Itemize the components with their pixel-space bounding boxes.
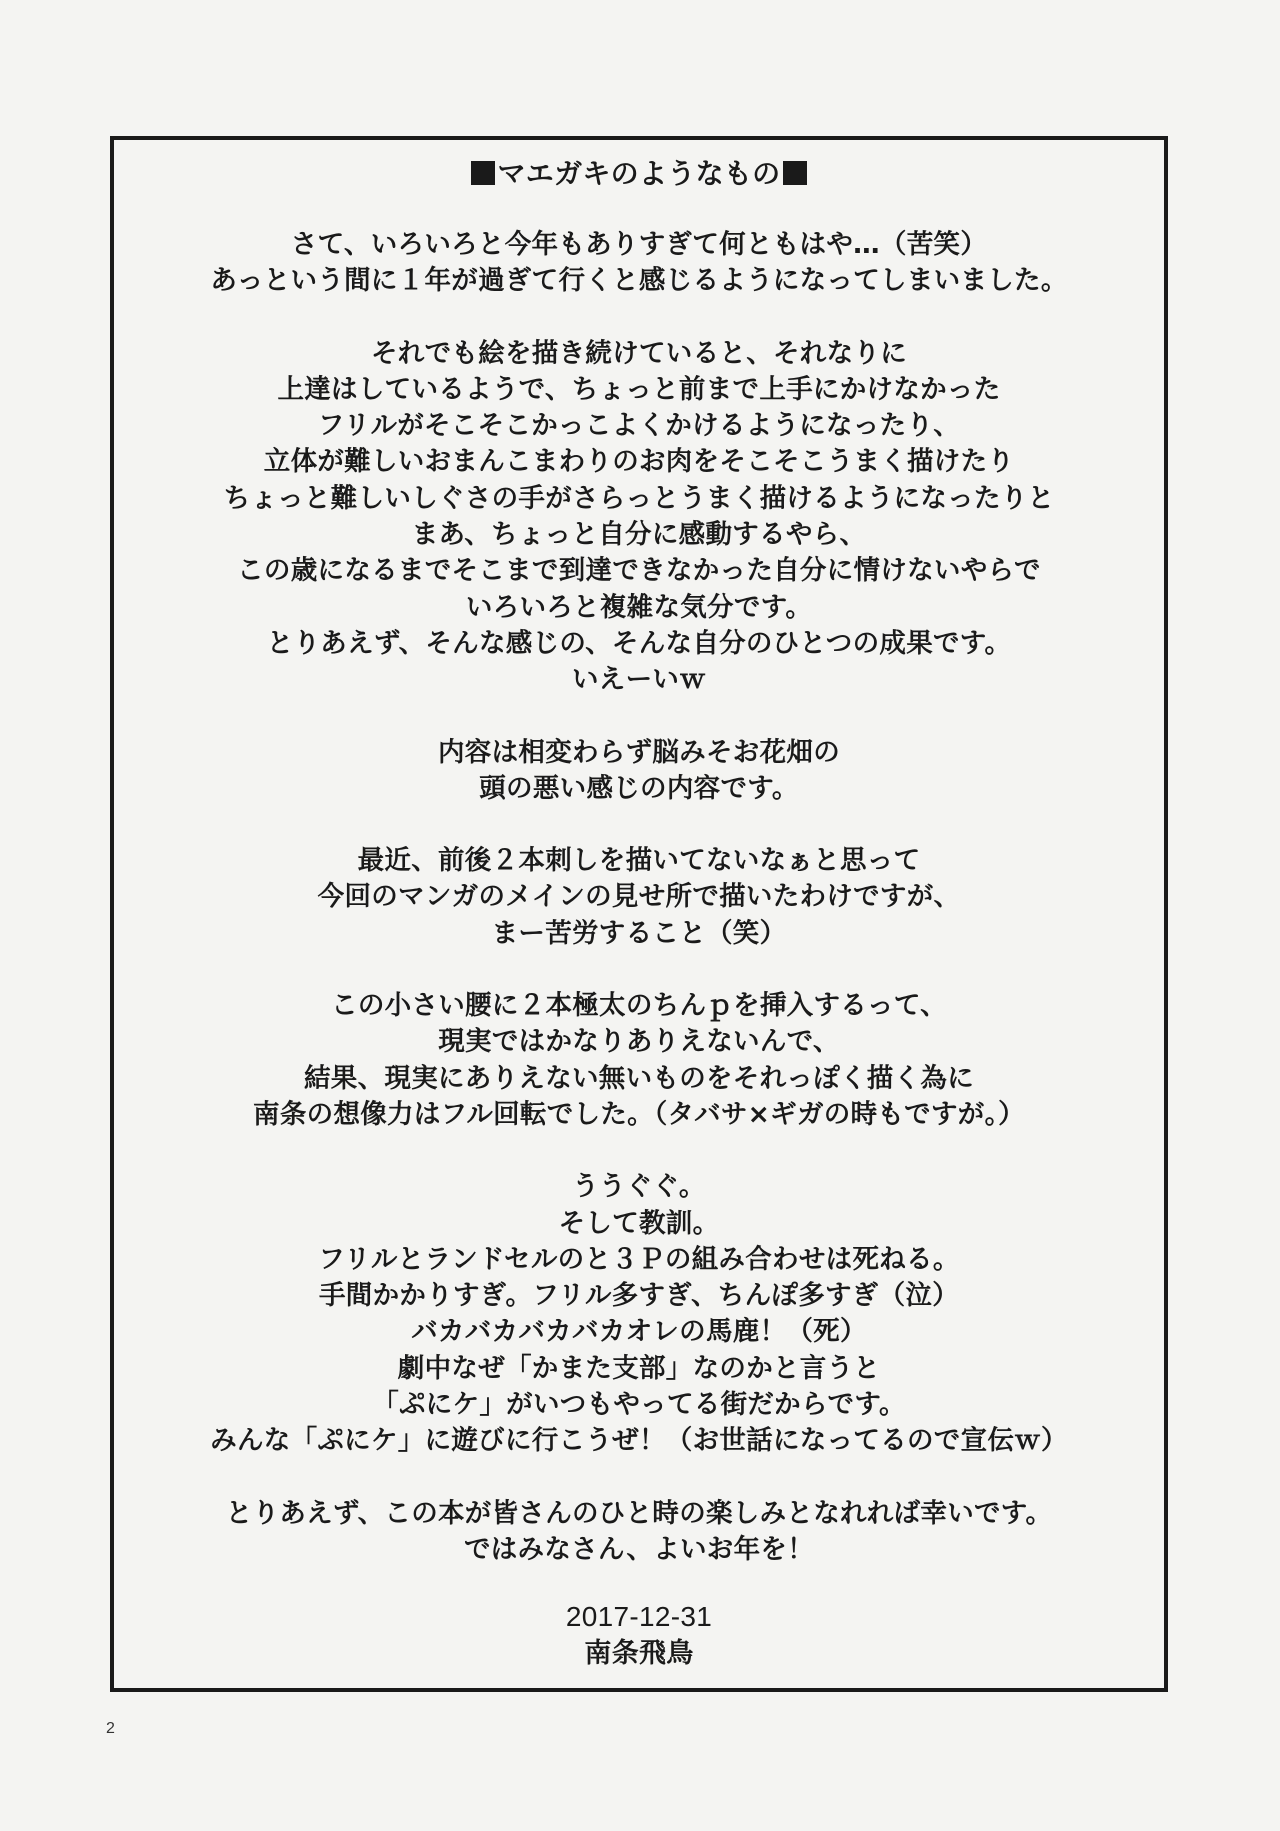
text-line: そして教訓。 — [558, 1207, 720, 1239]
text-line: 頭の悪い感じの内容です。 — [479, 772, 799, 804]
text-line: 劇中なぜ「かまた支部」なのかと言うと — [397, 1352, 881, 1384]
text-line: それでも絵を描き続けていると、それなりに — [371, 337, 907, 369]
text-line: 「ぷにケ」がいつもやってる街だからです。 — [372, 1389, 906, 1421]
page-number: 2 — [106, 1720, 115, 1737]
text-line: 立体が難しいおまんこまわりのお肉をそこそこうまく描けたり — [263, 446, 1015, 478]
text-line: 現実ではかなりありえないんで、 — [438, 1026, 840, 1058]
text-line: まあ、ちょっと自分に感動するやら、 — [411, 519, 867, 551]
text-line: フリルとランドセルのと３Ｐの組み合わせは死ねる。 — [318, 1243, 960, 1275]
signature-author: 南条飛鳥 — [584, 1638, 694, 1670]
paragraph — [114, 735, 1164, 808]
text-line: この小さい腰に２本極太のちんｐを挿入するって、 — [331, 990, 947, 1022]
text-line: 最近、前後２本刺しを描いてないなぁと思って — [357, 845, 921, 877]
text-line: とりあえず、そんな感じの、そんな自分のひとつの成果です。 — [266, 627, 1012, 659]
signature-date: 2017-12-31 — [565, 1601, 713, 1633]
text-line: ちょっと難しいしぐさの手がさらっとうまく描けるようになったりと — [223, 482, 1055, 514]
text-line: 内容は相変わらず脳みそお花畑の — [438, 736, 840, 768]
text-line: バカバカバカバカオレの馬鹿！（死） — [411, 1316, 867, 1348]
signature-block — [114, 1598, 1164, 1672]
text-line: とりあえず、この本が皆さんのひと時の楽しみとなれれば幸いです。 — [225, 1497, 1053, 1529]
text-line: いろいろと複雑な気分です。 — [465, 591, 813, 623]
text-line: 南条の想像力はフル回転でした。（タバサ×ギガの時もですが。） — [253, 1098, 1025, 1130]
text-line: 上達はしているようで、ちょっと前まで上手にかけなかった — [277, 373, 1001, 405]
text-line: まー苦労すること（笑） — [491, 917, 787, 949]
text-line: みんな「ぷにケ」に遊びに行こうぜ！（お世話になってるので宣伝ｗ） — [210, 1425, 1068, 1457]
paragraph — [114, 843, 1164, 952]
paragraph — [114, 1496, 1164, 1569]
text-line: ううぐぐ。 — [572, 1171, 706, 1203]
black-square-icon-right — [783, 161, 807, 185]
foreword-content — [114, 156, 1164, 1672]
foreword-title — [114, 156, 1164, 192]
text-line: いえーいｗ — [572, 664, 706, 696]
paragraph — [114, 336, 1164, 699]
paragraph — [114, 1169, 1164, 1459]
black-square-icon-left — [471, 161, 495, 185]
foreword-body — [114, 227, 1164, 1568]
text-line: あっという間に１年が過ぎて行くと感じるようになってしまいました。 — [210, 265, 1068, 297]
text-line: 手間かかりすぎ。フリル多すぎ、ちんぽ多すぎ（泣） — [318, 1280, 960, 1312]
text-line: ではみなさん、よいお年を！ — [464, 1533, 814, 1565]
text-line: 結果、現実にありえない無いものをそれっぽく描く為に — [304, 1062, 974, 1094]
text-line: この歳になるまでそこまで到達できなかった自分に情けないやらで — [237, 555, 1041, 587]
paragraph — [114, 988, 1164, 1133]
text-frame — [110, 136, 1168, 1692]
text-line: フリルがそこそこかっこよくかけるようになったり、 — [317, 410, 961, 442]
foreword-title-text: マエガキのようなもの — [497, 157, 781, 190]
text-line: さて、いろいろと今年もありすぎて何ともはや…（苦笑） — [290, 229, 988, 260]
paragraph — [114, 227, 1164, 300]
text-line: 今回のマンガのメインの見せ所で描いたわけですが、 — [317, 881, 961, 913]
